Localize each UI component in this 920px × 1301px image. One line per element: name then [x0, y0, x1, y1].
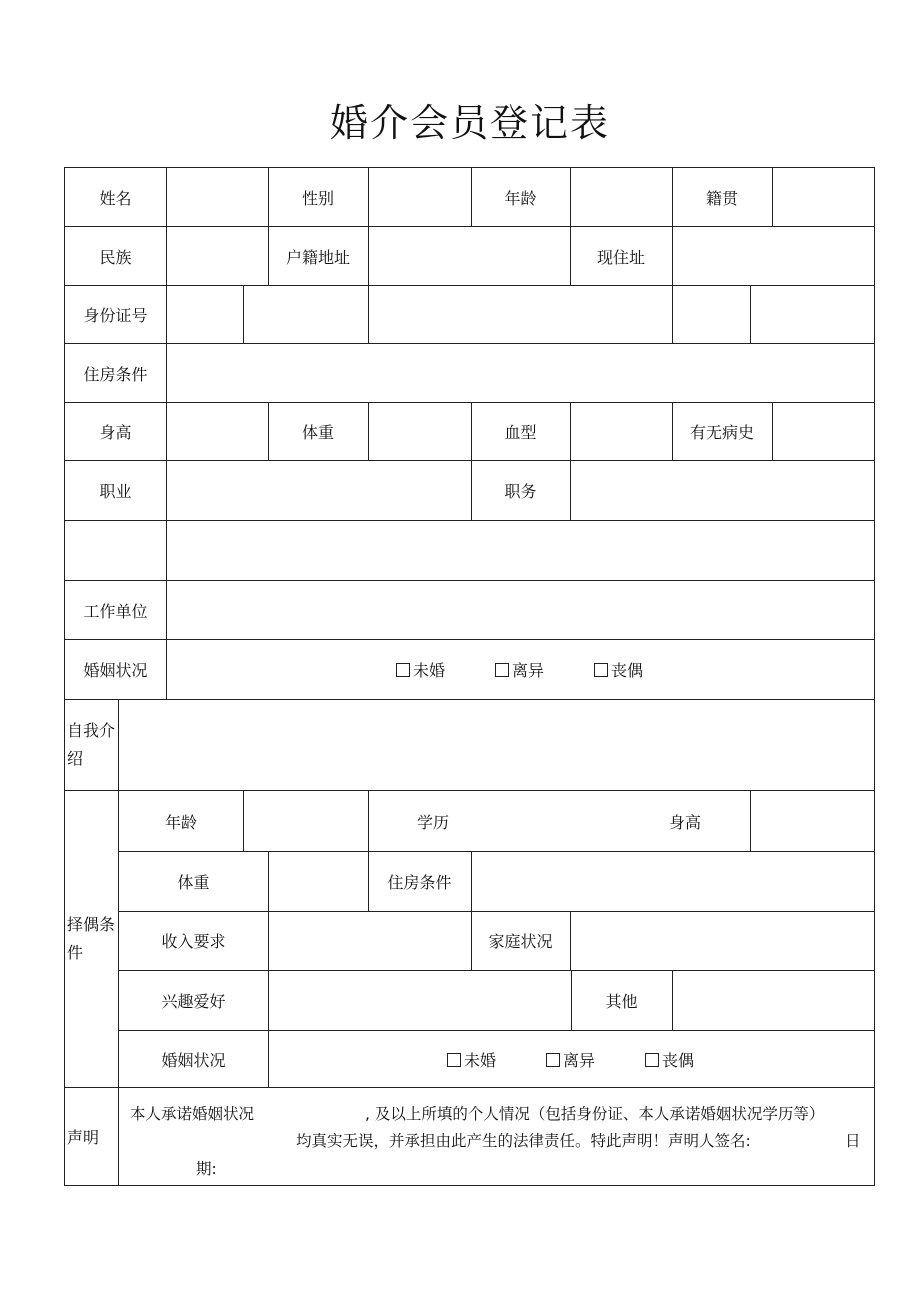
field-partner-family[interactable]	[571, 911, 874, 970]
row-basic-info	[65, 168, 874, 227]
field-self-intro[interactable]	[119, 700, 874, 790]
registration-form-table	[64, 167, 875, 1186]
marital-option-divorced[interactable]: 离异	[495, 658, 544, 681]
label-partner-marital: 婚姻状况	[161, 1050, 226, 1070]
label-position: 职务	[504, 482, 537, 501]
label-partner-height: 身高	[668, 812, 701, 832]
label-partner-other: 其他	[605, 991, 638, 1011]
field-id-number-2[interactable]	[244, 286, 368, 343]
partner-marital-option-unmarried[interactable]: 未婚	[447, 1048, 496, 1071]
partner-row-hobbies-other	[119, 970, 874, 1030]
label-weight: 体重	[301, 423, 334, 442]
field-id-number-5[interactable]	[751, 286, 874, 343]
label-occupation: 职业	[99, 482, 132, 501]
form-title: 婚介会员登记表	[329, 101, 610, 145]
row-declaration	[65, 1088, 874, 1185]
label-self-intro: 自我介 绍	[67, 721, 116, 768]
partner-checkbox-divorced[interactable]	[546, 1053, 560, 1067]
field-native-place[interactable]	[773, 168, 874, 226]
label-partner-income: 收入要求	[161, 932, 226, 951]
row-housing	[65, 344, 874, 403]
declaration-date-char2: 期:	[196, 1160, 217, 1178]
field-blank-value[interactable]	[167, 521, 874, 580]
label-marital-status: 婚姻状况	[83, 661, 148, 680]
field-position[interactable]	[571, 461, 874, 520]
label-partner-family: 家庭状况	[488, 932, 553, 951]
label-ethnicity: 民族	[99, 247, 132, 267]
row-physical	[65, 403, 874, 461]
field-household-address[interactable]	[369, 227, 570, 285]
label-age: 年龄	[504, 188, 537, 208]
field-height[interactable]	[167, 403, 268, 460]
partner-row-marital	[119, 1030, 874, 1088]
label-partner-education: 学历	[416, 812, 449, 832]
field-id-number-4[interactable]	[673, 286, 750, 343]
field-ethnicity[interactable]	[167, 227, 268, 285]
label-id-number: 身份证号	[83, 306, 148, 325]
checkbox-divorced[interactable]	[495, 663, 509, 677]
field-partner-hobbies[interactable]	[269, 970, 571, 1030]
row-marital-status	[65, 640, 874, 700]
field-id-number-3[interactable]	[369, 286, 672, 343]
label-work-unit: 工作单位	[83, 601, 148, 621]
partner-checkbox-unmarried[interactable]	[447, 1053, 461, 1067]
row-self-intro	[65, 700, 874, 791]
field-blank-label[interactable]	[65, 521, 166, 580]
field-current-address[interactable]	[673, 227, 874, 285]
row-work-unit	[65, 581, 874, 640]
field-partner-housing[interactable]	[472, 851, 874, 911]
row-location	[65, 227, 874, 286]
marital-option-unmarried[interactable]: 未婚	[396, 658, 445, 681]
checkbox-unmarried[interactable]	[396, 663, 410, 677]
field-partner-weight[interactable]	[269, 851, 368, 911]
field-partner-other[interactable]	[673, 970, 874, 1030]
field-work-unit[interactable]	[167, 581, 874, 639]
field-id-number-1[interactable]	[167, 286, 243, 343]
field-partner-age[interactable]	[244, 791, 368, 851]
field-name[interactable]	[167, 168, 268, 226]
field-gender[interactable]	[369, 168, 471, 226]
label-household-address: 户籍地址	[285, 247, 350, 267]
partner-row-weight-housing	[119, 851, 874, 911]
row-id-number	[65, 286, 874, 344]
label-partner-housing: 住房条件	[387, 872, 452, 892]
label-housing-condition: 住房条件	[83, 364, 148, 384]
declaration-date-char1: 日	[845, 1132, 861, 1150]
field-partner-income[interactable]	[269, 911, 471, 970]
label-name: 姓名	[99, 188, 132, 208]
partner-marital-option-divorced[interactable]: 离异	[546, 1048, 595, 1071]
label-partner-weight: 体重	[177, 872, 210, 892]
label-native-place: 籍贯	[705, 188, 738, 208]
field-medical-history[interactable]	[773, 403, 874, 460]
marital-option-widowed[interactable]: 丧偶	[594, 658, 643, 681]
field-partner-education[interactable]	[499, 791, 639, 851]
row-blank	[65, 521, 874, 581]
partner-row-income-family	[119, 911, 874, 970]
declaration-text-line2: 均真实无误，并承担由此产生的法律责任。特此声明！声明人签名:	[296, 1132, 751, 1150]
declaration-text-part1: 本人承诺婚姻状况	[130, 1105, 255, 1123]
declaration-text-part2: , 及以上所填的个人情况（包括身份证、本人承诺婚姻状况学历等）	[365, 1105, 825, 1123]
field-declaration-date[interactable]	[230, 1154, 430, 1180]
field-signature[interactable]	[805, 1126, 835, 1152]
partner-checkbox-widowed[interactable]	[645, 1053, 659, 1067]
label-medical-history: 有无病史	[689, 423, 754, 442]
section-partner-requirements	[65, 791, 874, 1088]
field-housing-condition[interactable]	[167, 344, 874, 402]
checkbox-widowed[interactable]	[594, 663, 608, 677]
label-partner-requirements: 择偶条 件	[67, 915, 116, 962]
label-declaration: 声明	[67, 1128, 100, 1147]
label-partner-hobbies: 兴趣爱好	[161, 991, 226, 1011]
label-current-address: 现住址	[596, 247, 645, 267]
field-weight[interactable]	[369, 403, 471, 460]
field-partner-height[interactable]	[751, 791, 874, 851]
label-blood-type: 血型	[504, 423, 537, 442]
row-job	[65, 461, 874, 521]
field-blood-type[interactable]	[571, 403, 672, 460]
partner-row-age-education	[119, 791, 874, 851]
label-height: 身高	[99, 423, 132, 442]
field-occupation[interactable]	[167, 461, 471, 520]
field-age[interactable]	[571, 168, 672, 226]
partner-marital-option-widowed[interactable]: 丧偶	[645, 1048, 694, 1071]
label-gender: 性别	[301, 188, 334, 208]
label-partner-age: 年龄	[164, 812, 197, 832]
